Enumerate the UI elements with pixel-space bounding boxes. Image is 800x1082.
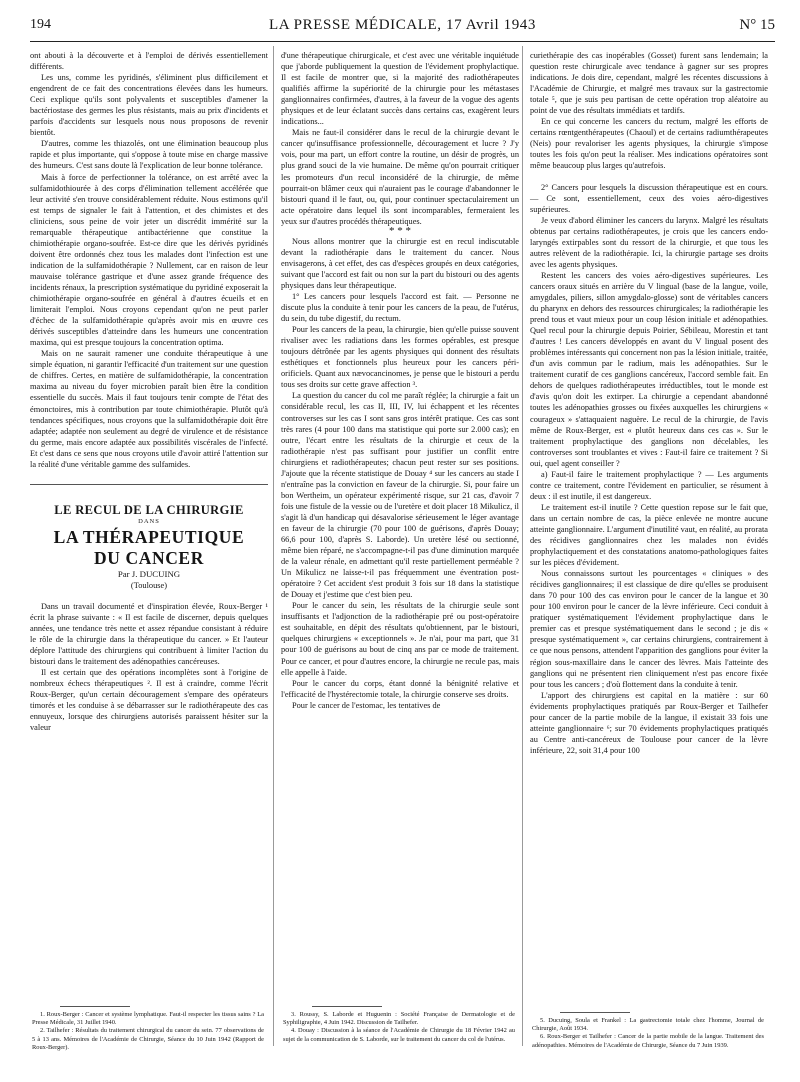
header-rule [30,41,775,42]
paragraph: Dans un travail documenté et d'inspiration élevée, Roux-Berger ¹ écrit la phrase suivante : « Il est facile de discerner, depuis quelques années, une tendance très nette et assez répandue consistant à réduire le rôle de la chirurgie dans la thérapeutique du cancer. » Et l'auteur déplore l'attitude des chirurgiens qui contribuent à limiter l'action du bistouri dans le traitement des adénopathies cancéreuses. [30,601,268,667]
paragraph: ont abouti à la découverte et à l'emploi de dérivés essentiellement différents. [30,51,268,72]
paragraph: Pour le cancer de l'estomac, les tentatives de [292,700,441,710]
paragraph: Nous connaissons surtout les pourcentages « cliniques » des récidives ganglionnaires; il est classique de dire qu'elles se produisent dans 70 pour 100 des cas environ pour le cancer de la langue et 30 pour 100 environ pour le cancer de la lèvre inférieure. Ceci conduit à pratiquer systématiquement l'évidement prophylactique dans le premier cas et presque systématiquement dans le second ; je dis « presque systématiquement », car certains chirurgiens, contrairement à ce que nous pensons, attendent l'apparition des ganglions pour éviter la région sous-maxillaire dans le cancer des lèvres. Mais l'atteinte des ganglions qui ne présentent rien cliniquement n'est pas encore fixée pour tous les cancers ; d'où flottement dans la conduite à tenir. [530,569,768,689]
footnote: 4. Douay : Discussion à la séance de l'Académie de Chirurgie du 18 Février 1942 au sujet de la communication de S. Laborde, sur le traitement du cancer du col de l'utérus. [283,1027,515,1043]
article-separator [30,484,268,485]
footnotes-col-3 [532,1017,764,1050]
paragraph: Il est certain que des opérations incomplètes sont à l'origine de nombreux échecs thérapeutiques ². Il est à craindre, comme l'écrit Roux-Berger, qu'un certain découragement s'empare des opérateurs timorés et les conduise à se débarrasser sur le radiothérapeute des cas ennuyeux, lorsque des chirurgiens autorisés paraissent hésiter sur la valeur [30,668,268,733]
issue-number: N° 15 [739,17,775,33]
paragraph: curiethérapie des cas inopérables (Gosset) furent sans lendemain; la question reste chirurgicale avec tendance à gagner sur ses propres indications. Je dois dire, cependant, malgré les récentes discussions à l'Académie de Chirurgie, et malgré mes travaux sur la gastrectomie totale ⁵, que je suis peu partisan de cette opération trop aléatoire au point de vue des résultats immédiats et tardifs. [530,51,768,116]
footnotes-col-2 [283,1011,515,1044]
article-byline: Par J. DUCUING [117,568,181,579]
paragraph: La question du cancer du col me paraît réglée; la chirurgie a fait un considérable recul, les cas II, III, IV, lui échappent et les récentes controverses sur les cas I sont sans gros intérêt pratique. Ces cas sont très rares (4 pour 100 dans ma statistique qui porte sur 2.000 cas); en outre, l'écart entre les résultats de la chirurgie et ceux de la radiothérapie n'est pas suffisant pour justifier un conflit entre chirurgiens et radiothérapeutes; chacun peut rester sur ses positions. J'ajoute que la récente statistique de Douay ⁴ sur les cancers au stade I n'entraîne pas la conviction en faveur de la chirurgie. Si, pour faire un bon Wertheim, un opérateur expérimenté risque, sur 21 cas, d'avoir 7 fois une fistule de la vessie ou de l'uretère et doit placer 18 Mikulicz, il s'agit là d'un handicap qui désavalorise sérieusement le léger avantage en faveur de la chirurgie (70 pour 100 de guérisons, d'après Douay; 66,6 pour 100, d'après S. Laborde). Un uretère lésé ou sectionné, même bien réparé, ne s'accompagne-t-il pas d'une diminution marquée de la valeur rénale, en admettant qu'il reste partiellement perméable ? Un Mikulicz ne laisse-t-il pas fréquemment une éventration post-opératoire ? Cet accident s'est produit 3 fois sur 18 dans la statistique de Douay et j'estime que c'est bien peu. [281,391,519,600]
page-number: 194 [30,17,51,32]
section-separator-stars: * * * [389,224,411,237]
paragraph: 2° Cancers pour lesquels la discussion thérapeutique est en cours. — Ce sont, essentiellement, ceux des voies aéro-digestives supérieures. [530,182,768,214]
paragraph: L'apport des chirurgiens est capital en la matière : sur 60 évidements prophylactiques pratiqués par Roux-Berger et Tailhefer pour cancer de la partie mobile de la langue, il existait 33 fois une atteinte ganglionnaire ⁶; sur 70 évidements prophylactiques pratiqués au Centre anti-cancéreux de Toulouse pour cancer de la lèvre inférieure, 22, soit 31,4 pour 100 [530,690,768,755]
paragraph: Pour les cancers de la peau, la chirurgie, bien qu'elle puisse souvent rivaliser avec les radiations dans les formes opérables, est presque toujours détrônée par les agents physiques qui donnent des résultats esthétiques et fonctionnels plus heureux pour les cancers péri-orificiels. Quant aux nævocancinomes, je pense que le bistouri a perdu tous ses droits sur cette grave affection ³. [281,325,519,390]
paragraph: Mais ne faut-il considérer dans le recul de la chirurgie devant le cancer qu'insuffisance professionnelle, découragement et lucre ? J'y vois, pour ma part, un effort contre la routine, un désir de progrès, un plus grand souci de la vie humaine. De même qu'on pourrait critiquer les promoteurs d'un recul inconsidéré de la chirurgie, de même pourrait-on blâmer ceux qui n'auraient pas le courage d'abandonner le bistouri quand il le faut, ou, qui, pour continuer spectaculairement un acte opératoire dans lequel ils sont incomparables, fermeraient les yeux sur d'autres procédés thérapeutiques. [281,128,519,226]
column-1 [30,50,268,734]
paragraph: d'une thérapeutique chirurgicale, et c'est avec une véritable inquiétude que j'aborde publiquement la question de l'évidement prophylactique. Il est facile de montrer que, si la majorité des radiothérapeutes qualifiés affirme la supériorité de la chirurgie pour les métastases ganglionnaires confirmées, d'autres, à la faveur de la vogue des agents physiques et de leur éclatant succès dans certains cas, exagèrent leurs indications... [281,51,519,127]
paragraph: Nous allons montrer que la chirurgie est en recul indiscutable devant la radiothérapie dans le traitement du cancer. Nous envisagerons, à cet effet, des cas d'espèces groupés en deux catégories, suivant que l'accord est fait ou non sur la part du bistouri ou des agents physiques dans leur thérapeutique. [281,236,519,290]
paragraph: Les uns, comme les pyridinés, s'éliminent plus difficilement et engendrent de ce fait des concentrations élevées dans les humeurs. Ceci explique qu'ils sont polyvalents et susceptibles d'amener la bactériostase des germes les plus résistants, mais au prix d'incidents et parfois d'accidents sur lesquels nous nous proposons de revenir bientôt. [30,73,268,138]
column-3 [530,50,768,756]
paragraph: D'autres, comme les thiazolés, ont une élimination beaucoup plus rapide et plus importante, qui s'oppose à toute mise en charge massive des humeurs. C'est sans doute là l'explication de leur bonne tolérance. [30,139,268,171]
footnote-rule [560,1012,630,1013]
article-affiliation: (Toulouse) [130,580,168,590]
page-header [30,17,775,37]
footnotes-col-1 [32,1011,264,1052]
footnote: 5. Ducuing, Soula et Frankel : La gastrectomie totale chez l'homme, Journal de Chirurgie, Août 1934. [532,1017,764,1033]
article-title-block [30,502,268,591]
journal-title: LA PRESSE MÉDICALE, 17 Avril 1943 [268,17,537,33]
footnote-rule [312,1006,382,1007]
column-2 [281,50,519,711]
article-title-line-2: LA THÉRAPEUTIQUE [53,526,245,547]
paragraph: En ce qui concerne les cancers du rectum, malgré les efforts de certains rœntgenthérapeutes (Chaoul) et de certains radiumthérapeutes (Neis) pour revaloriser les agents physiques, la chirurgie s'impose toutes les fois qu'on peut la réaliser. Mes indications opératoires sont même beaucoup plus larges qu'autrefois. [530,117,768,171]
article-title-line-1: LE RECUL DE LA CHIRURGIE [54,502,244,517]
footnote: 2. Tailhefer : Résultats du traitement chirurgical du cancer du sein. 77 observations de 5 à 13 ans. Mémoires de l'Académie de Chirurgie, Séance du 10 Juin 1942 (Rapport de Roux-Berger). [32,1027,264,1051]
paragraph: Restent les cancers des voies aéro-digestives supérieures. Les cancers oraux situés en arrière du V lingual (base de la langue, voile, amygdales, piliers, sillon amygdalo-glosse) sont de véritables cancers du pharynx en dehors des ressources chirurgicales; la radiothérapie les prend tous et vaut mieux pour un coup lésion initiale et adénopathies. Quel recul pour la chirurgie depuis Poirier, Sébileau, Morestin et tant d'autres ! Les cancers développés en avant du V lingual posent des problèmes intéressants qui concernent non pas la lésion initiale, traitée, d'un avis commun par le radium, mais les adénopathies. Sur le traitement curatif de ces ganglions cancéreux, l'accord semble fait. En dehors de quelques radiothérapeutes irréductibles, tout le monde est d'avis qu'on doit les extirper. La chirurgie a cependant abandonné toutes les adénopathies grosses ou fixées auxquelles les chirurgiens « courageux » s'attaquaient naguère. Le recul de la chirurgie, de l'avis même de Roux-Berger, est « plutôt heureux dans ces cas ». Sur le traitement prophylactique des ganglions non décelables, les controverses sont troublantes et vives : Faut-il faire ce traitement ? Si oui, quel agent conseiller ? [530,270,768,468]
column-divider-2 [522,46,523,1046]
paragraph: Pour le cancer du sein, les résultats de la chirurgie seule sont insuffisants et l'adjonction de la radiothérapie pré ou post-opératoire est souhaitable, en dépit des résultats qu'obtiennent, par le bistouri, quelques chirurgiens « exceptionnels ». Je n'ai, pour ma part, que 31 pour 100 de guérisons au bout de cinq ans par ce mode de traitement. Pour ce cancer, et pour d'autres encore, la chirurgie ne recule pas, mais elle appelle à l'aide. [281,601,519,677]
article-title-line-3: DU CANCER [94,547,204,568]
column-divider-1 [273,46,274,1046]
article-title-dans: DANS [138,517,160,525]
footnote: 3. Roussy, S. Laborde et Huguenin : Société Française de Dermatologie et de Syphiligraphie, 4 Juin 1942. Discussion de Tailhefer. [283,1011,515,1027]
paragraph: Je veux d'abord éliminer les cancers du larynx. Malgré les résultats obtenus par certains radiothérapeutes, je crois que les cancers endo-laryngés extirpables sont du ressort de la chirurgie, et que tous les autres relèvent de la radiothérapie. Ici, la chirurgie partage ses droits avec les agents physiques. [530,215,768,269]
paragraph: Mais on ne saurait ramener une conduite thérapeutique à une simple équation, ni garantir l'efficacité d'un traitement sur une question de chiffres. Certes, en matière de sulfamidothérapie, la concentration maxima au niveau du foyer microbien paraît bien être la condition essentielle du succès. Mais il faut toujours tenir compte de l'état des émonctoires, mis à contribution par toute chimiothérapie. Plutôt qu'à tendances spécifiques, nous croyons que la sulfamidothérapie doit être adaptée; adaptée non seulement au degré de virulence et de résistance du germe, mais encore adaptée aux possibilités viscérales de l'infecté. Et c'est dans ce sens que nous croyons utile d'avoir attiré l'attention sur la réalité d'une véritable gamme des sulfamides. [30,349,268,469]
paragraph: Le traitement est-il inutile ? Cette question repose sur le fait que, dans un certain nombre de cas, la pièce enlevée ne montre aucune atteinte ganglionnaire. L'argument d'inutilité vaut, en réalité, au prorata des récidives ganglionnaires chez les malades non évidés prophylactiquement et des constatations anatomo-pathologiques faites sur les pièces d'évidement. [530,502,768,568]
paragraph: Pour le cancer du corps, étant donné la bénignité relative et l'efficacité de l'hystérectomie totale, la chirurgie conserve ses droits. [281,678,519,699]
paragraph: Mais à force de perfectionner la tolérance, on est arrêté avec la sulfamidothiourée à des corps d'élimination tellement accélérée que leur activité s'en trouve considérablement réduite. Nous estimons qu'il est temps de signaler le fait à l'attention, et des chimistes et des cliniciens, sous peine de voir jeter un discrédit immérité sur la remarquable thérapeutique antibactérienne que constitue la chimiothérapie organo-soufrée. Est-ce dire que les dérivés pyridinés doivent être ordonnés chez tous les malades dont l'infection est une indication de la sulfamidothérapie ? Nullement, car en raison de leur mauvaise tolérance gastrique et d'une assez grande fréquence des incidents rénaux, la prescription systématique du pyridiné exposerait la chimiothérapie organo-soufrée en général à d'autres écueils et en limiterait l'emploi. Nous croyons cependant qu'on ne peut parler d'échec de la sulfamidothérapie qu'après avoir mis en œuvre ces dérivés susceptibles d'atteindre dans les humeurs une concentration maxima, qui est presque toujours la concentration optima. [30,172,268,348]
footnote-rule [60,1006,130,1007]
footnote: 6. Roux-Berger et Tailhefer : Cancer de la partie mobile de la langue. Traitement des adénopathies. Mémoires de l'Académie de Chirurgie, Séance du 7 Juin 1939. [532,1033,764,1049]
paragraph: a) Faut-il faire le traitement prophylactique ? — Les arguments contre ce traitement, contre l'évidement en particulier, se résument à deux : il est inutile, il est dangereux. [530,469,768,501]
footnote: 1. Roux-Berger : Cancer et système lymphatique. Faut-il respecter les tissus sains ? La Presse Médicale, 31 Juillet 1940. [32,1011,264,1027]
paragraph: 1° Les cancers pour lesquels l'accord est fait. — Personne ne discute plus la conduite à tenir pour les cancers de la peau, de l'utérus, du sein, du tube digestif, du rectum. [281,291,519,324]
